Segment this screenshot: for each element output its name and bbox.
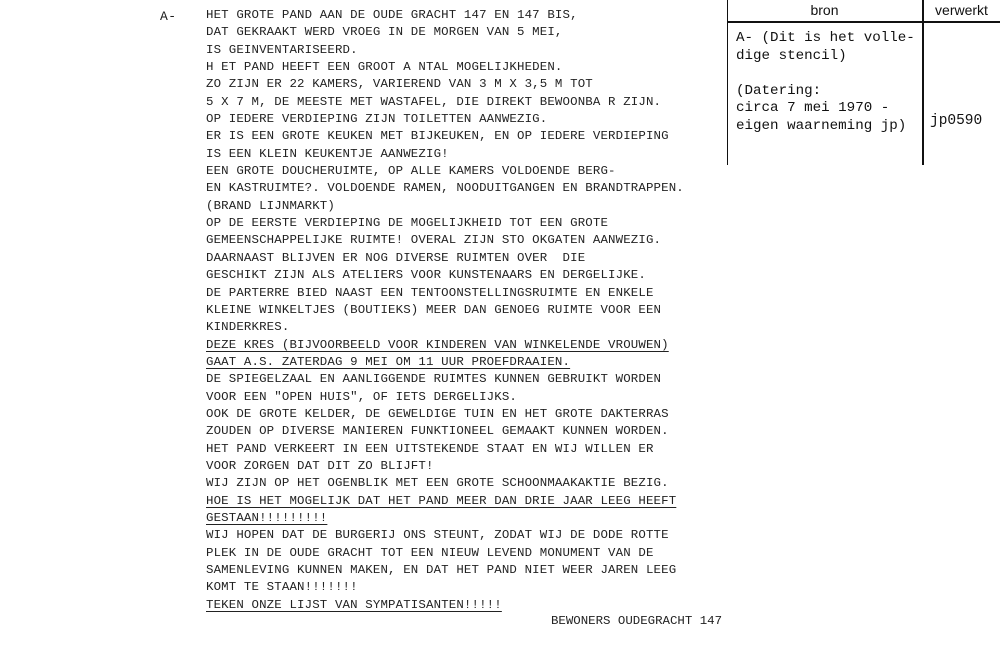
- stencil-line: PLEK IN DE OUDE GRACHT TOT EEN NIEUW LEVEND MONUMENT VAN DE: [206, 545, 654, 560]
- stencil-line: DAARNAAST BLIJVEN ER NOG DIVERSE RUIMTEN OVER DIE: [206, 250, 586, 265]
- stencil-line: WIJ HOPEN DAT DE BURGERIJ ONS STEUNT, ZODAT WIJ DE DODE ROTTE: [206, 528, 669, 543]
- stencil-line: IS GEINVENTARISEERD.: [206, 42, 358, 57]
- stencil-line: EN KASTRUIMTE?. VOLDOENDE RAMEN, NOODUITGANGEN EN BRANDTRAPPEN.: [206, 181, 684, 196]
- header-bron: bron: [810, 2, 839, 18]
- stencil-line: (BRAND LIJNMARKT): [206, 198, 335, 213]
- signature: BEWONERS OUDEGRACHT 147: [551, 614, 723, 628]
- stencil-line: ZO ZIJN ER 22 KAMERS, VARIEREND VAN 3 M X 3,5 M TOT: [206, 77, 593, 92]
- stencil-line: VOOR EEN "OPEN HUIS", OF IETS DERGELIJKS.: [206, 389, 518, 404]
- bron-cell: [736, 30, 920, 136]
- document-marker: A-: [160, 9, 177, 24]
- bron-line: (Datering:: [736, 82, 822, 99]
- stencil-line: GESCHIKT ZIJN ALS ATELIERS VOOR KUNSTENAARS EN DERGELIJKE.: [206, 268, 646, 283]
- stencil-line: H ET PAND HEEFT EEN GROOT A NTAL MOGELIJKHEDEN.: [206, 60, 563, 75]
- stencil-line: OP DE EERSTE VERDIEPING DE MOGELIJKHEID TOT EEN GROTE: [206, 216, 609, 231]
- table-divider-horizontal: [728, 21, 1000, 23]
- bron-line: dige stencil): [736, 47, 847, 64]
- bron-gap: [736, 65, 920, 83]
- stencil-line: KOMT TE STAAN!!!!!!!: [206, 580, 358, 595]
- stencil-line: ER IS EEN GROTE KEUKEN MET BIJKEUKEN, EN OP IEDERE VERDIEPING: [206, 129, 669, 144]
- stencil-line: DAT GEKRAAKT WERD VROEG IN DE MORGEN VAN 5 MEI,: [206, 25, 563, 40]
- stencil-line: VOOR ZORGEN DAT DIT ZO BLIJFT!: [206, 458, 434, 473]
- source-table: [727, 0, 1000, 165]
- stencil-line: HET GROTE PAND AAN DE OUDE GRACHT 147 EN 147 BIS,: [206, 8, 578, 22]
- stencil-line: IS EEN KLEIN KEUKENTJE AANWEZIG!: [206, 146, 449, 161]
- stencil-line: KINDERKRES.: [206, 320, 290, 335]
- stencil-line: SAMENLEVING KUNNEN MAKEN, EN DAT HET PAND NIET WEER JAREN LEEG: [206, 563, 677, 577]
- bron-line: eigen waarneming jp): [736, 117, 907, 134]
- stencil-line: TEKEN ONZE LIJST VAN SYMPATISANTEN!!!!!: [206, 597, 502, 612]
- stencil-line: KLEINE WINKELTJES (BOUTIEKS) MEER DAN GENOEG RUIMTE VOOR EEN: [206, 302, 662, 317]
- header-verwerkt: verwerkt: [935, 2, 988, 18]
- stencil-line: DEZE KRES (BIJVOORBEELD VOOR KINDEREN VAN WINKELENDE VROUWEN): [206, 337, 669, 352]
- stencil-line: WIJ ZIJN OP HET OGENBLIK MET EEN GROTE SCHOONMAAKAKTIE BEZIG.: [206, 476, 669, 491]
- stencil-line: DE PARTERRE BIED NAAST EEN TENTOONSTELLINGSRUIMTE EN ENKELE: [206, 285, 654, 300]
- stencil-line: GEMEENSCHAPPELIJKE RUIMTE! OVERAL ZIJN STO OKGATEN AANWEZIG.: [206, 233, 662, 248]
- stencil-text: [206, 7, 684, 614]
- stencil-line: OOK DE GROTE KELDER, DE GEWELDIGE TUIN EN HET GROTE DAKTERRAS: [206, 406, 669, 421]
- stencil-line: GESTAAN!!!!!!!!!: [206, 510, 328, 525]
- stencil-line: ZOUDEN OP DIVERSE MANIEREN FUNKTIONEEL GEMAAKT KUNNEN WORDEN.: [206, 424, 669, 439]
- stencil-line: HET PAND VERKEERT IN EEN UITSTEKENDE STAAT EN WIJ WILLEN ER: [206, 441, 654, 456]
- table-divider-vertical: [922, 0, 924, 165]
- stencil-line: OP IEDERE VERDIEPING ZIJN TOILETTEN AANWEZIG.: [206, 112, 548, 127]
- verwerkt-cell: jp0590: [930, 113, 983, 129]
- stencil-line: DE SPIEGELZAAL EN AANLIGGENDE RUIMTES KUNNEN GEBRUIKT WORDEN: [206, 372, 662, 387]
- stencil-line: 5 X 7 M, DE MEESTE MET WASTAFEL, DIE DIREKT BEWOONBA R ZIJN.: [206, 94, 662, 109]
- stencil-line: GAAT A.S. ZATERDAG 9 MEI OM 11 UUR PROEFDRAAIEN.: [206, 354, 571, 369]
- stencil-line: HOE IS HET MOGELIJK DAT HET PAND MEER DAN DRIE JAAR LEEG HEEFT: [206, 493, 677, 508]
- bron-line: A- (Dit is het volle-: [736, 30, 915, 46]
- stencil-line: EEN GROTE DOUCHERUIMTE, OP ALLE KAMERS VOLDOENDE BERG-: [206, 164, 616, 179]
- bron-line: circa 7 mei 1970 -: [736, 100, 890, 117]
